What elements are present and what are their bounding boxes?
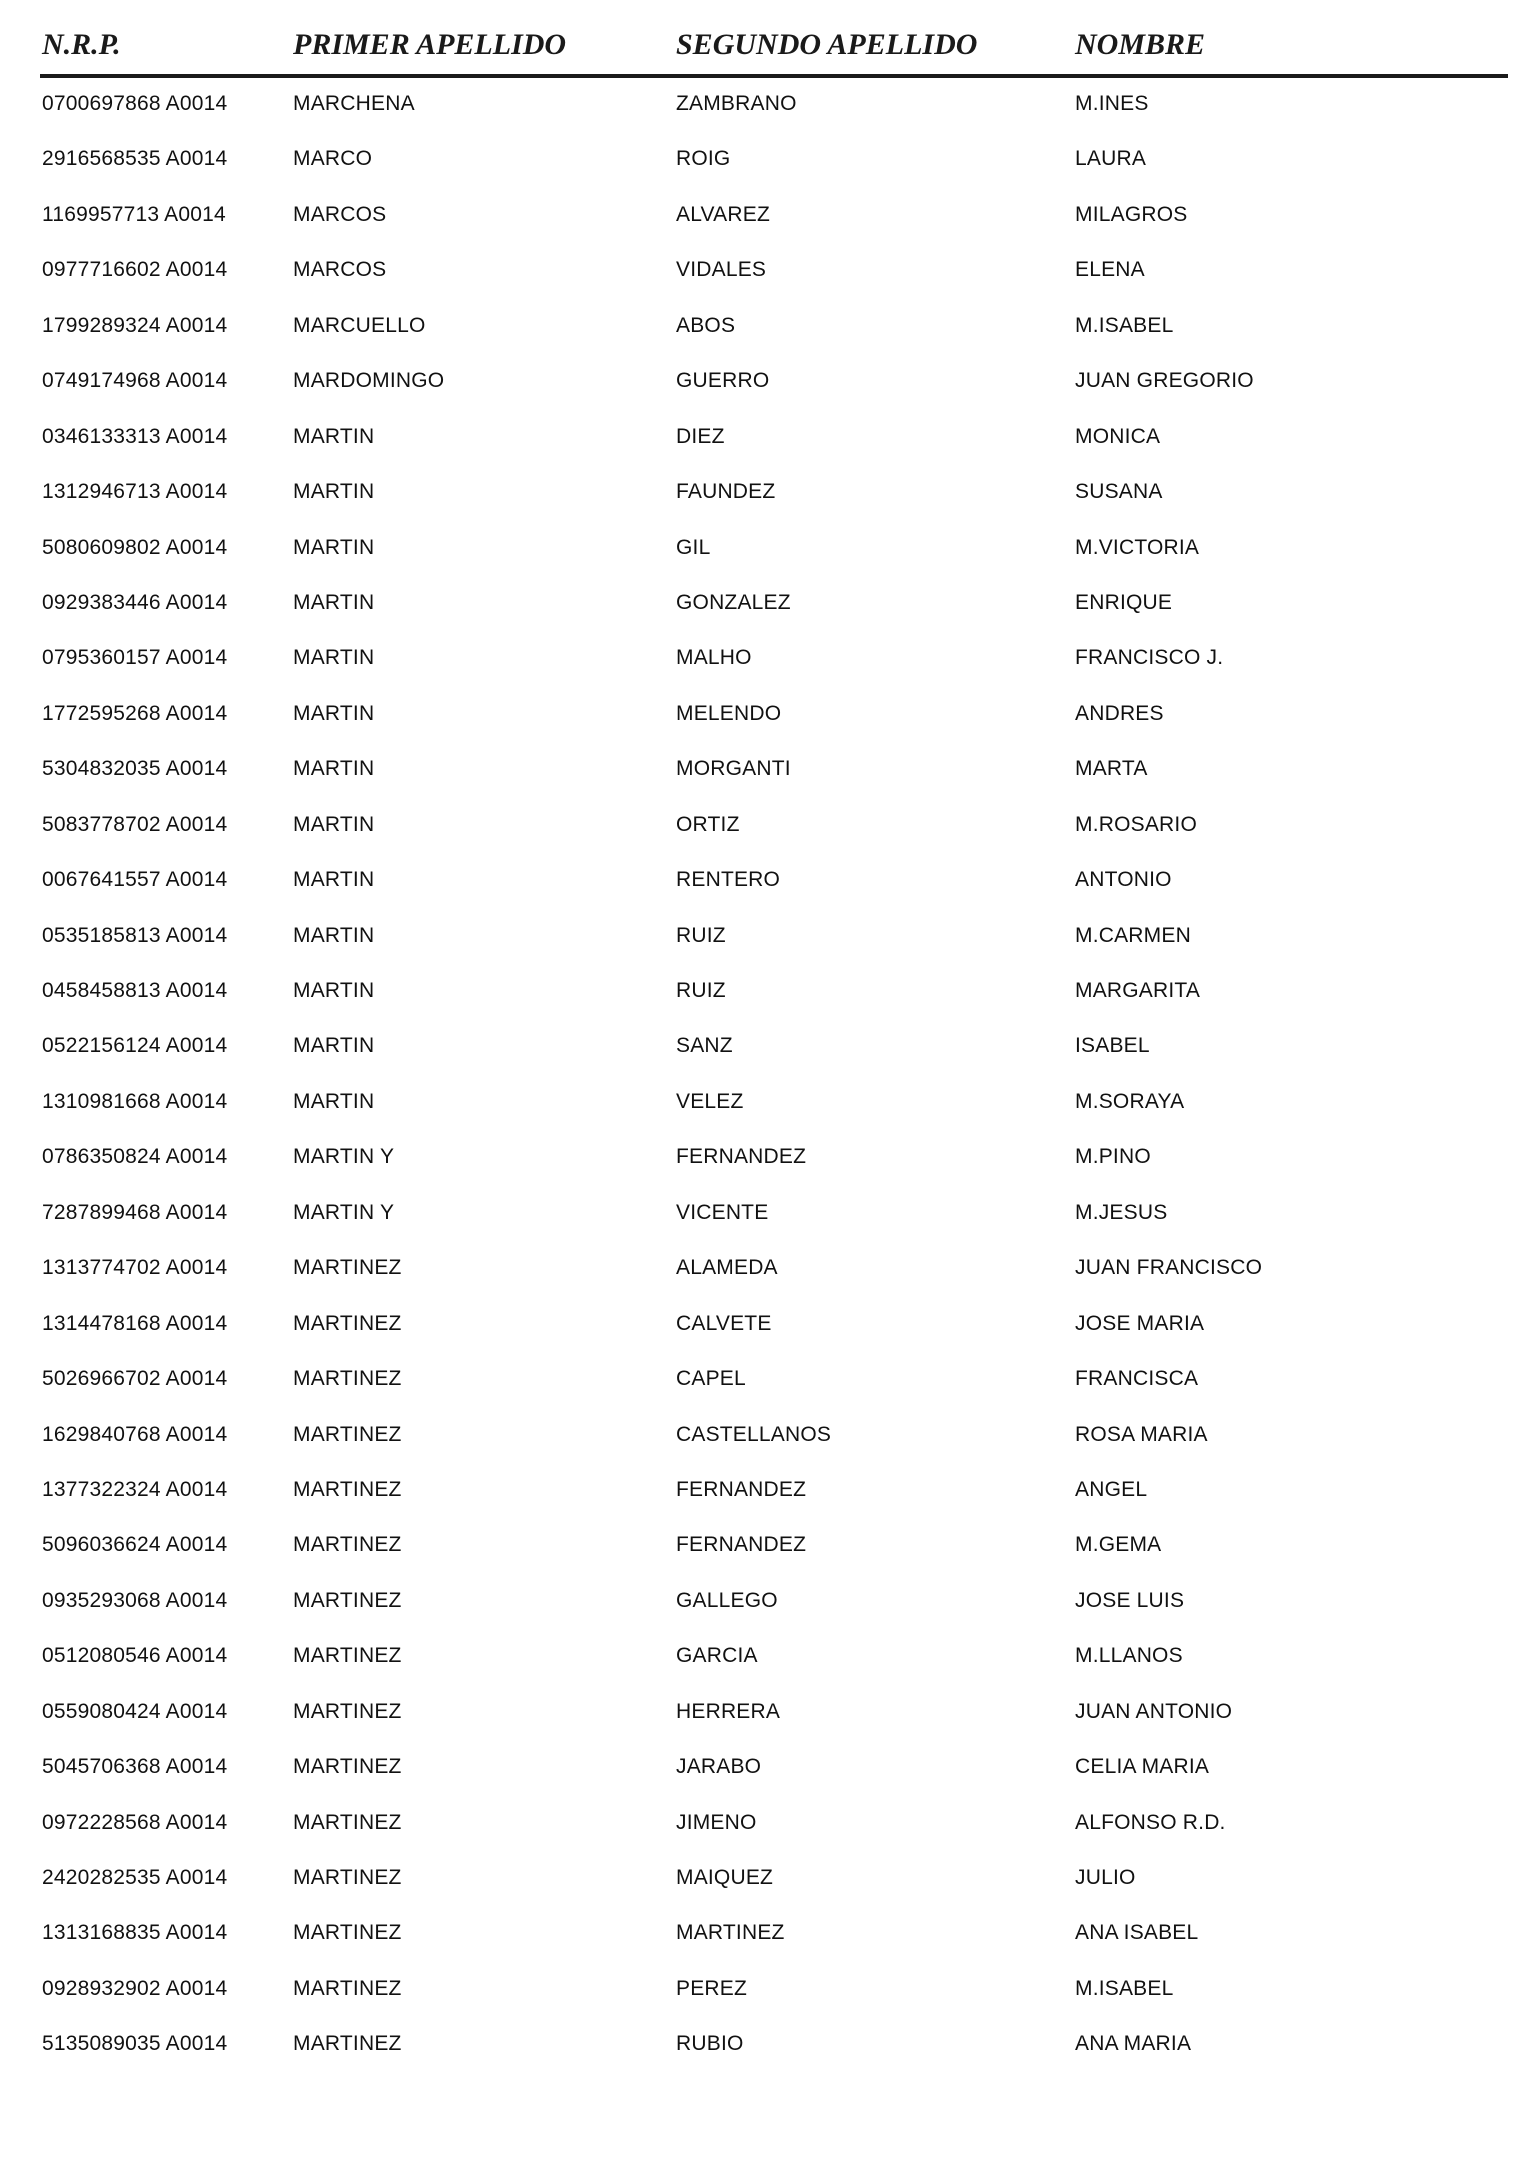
cell-nrp: 0935293068 A0014: [42, 1588, 228, 1612]
cell-primer-apellido: MARTINEZ: [293, 1866, 402, 1889]
cell-primer-apellido: MARTINEZ: [293, 1755, 402, 1779]
cell-segundo-apellido: CAPEL: [676, 1367, 746, 1391]
header-nombre: NOMBRE: [1075, 28, 1206, 61]
cell-nrp: 0795360157 A0014: [42, 646, 228, 670]
cell-nrp: 0512080546 A0014: [42, 1644, 228, 1668]
cell-nombre: ANA MARIA: [1075, 2032, 1192, 2056]
table-row: [0, 646, 1536, 701]
cell-nombre: ANGEL: [1075, 1477, 1148, 1501]
cell-segundo-apellido: GALLEGO: [676, 1588, 778, 1612]
table-row: [0, 702, 1536, 757]
table-row: [0, 1866, 1536, 1921]
cell-primer-apellido: MARCOS: [293, 258, 387, 282]
cell-segundo-apellido: RUBIO: [676, 2032, 744, 2056]
cell-nombre: SUSANA: [1075, 480, 1163, 504]
cell-nombre: MONICA: [1075, 424, 1161, 448]
cell-primer-apellido: MARTIN: [293, 424, 375, 448]
table-row: [0, 1533, 1536, 1588]
cell-nombre: ISABEL: [1075, 1034, 1150, 1058]
table-row: [0, 1423, 1536, 1478]
cell-segundo-apellido: RUIZ: [676, 979, 726, 1002]
cell-nombre: JUAN FRANCISCO: [1075, 1256, 1263, 1280]
cell-nrp: 1799289324 A0014: [42, 313, 228, 337]
cell-segundo-apellido: GUERRO: [676, 369, 770, 393]
cell-primer-apellido: MARTINEZ: [293, 1422, 402, 1446]
cell-nombre: M.VICTORIA: [1075, 535, 1200, 559]
cell-nombre: LAURA: [1075, 147, 1147, 171]
cell-nrp: 1313774702 A0014: [42, 1256, 228, 1280]
table-row: [0, 1201, 1536, 1256]
cell-nrp: 2916568535 A0014: [42, 147, 228, 171]
table-row: [0, 1921, 1536, 1976]
cell-primer-apellido: MARTIN: [293, 1089, 375, 1113]
cell-nombre: M.GEMA: [1075, 1533, 1162, 1557]
cell-primer-apellido: MARTIN: [293, 590, 375, 614]
table-row: [0, 1256, 1536, 1311]
cell-nombre: M.LLANOS: [1075, 1644, 1183, 1668]
cell-segundo-apellido: MORGANTI: [676, 757, 791, 781]
cell-nrp: 1314478168 A0014: [42, 1311, 228, 1335]
cell-segundo-apellido: PEREZ: [676, 1976, 748, 2000]
cell-nrp: 1377322324 A0014: [42, 1477, 228, 1501]
cell-nombre: ALFONSO R.D.: [1075, 1810, 1226, 1834]
cell-segundo-apellido: CASTELLANOS: [676, 1422, 832, 1446]
cell-segundo-apellido: JIMENO: [676, 1810, 757, 1834]
cell-nombre: CELIA MARIA: [1075, 1755, 1210, 1779]
cell-segundo-apellido: DIEZ: [676, 424, 725, 448]
cell-primer-apellido: MARTINEZ: [293, 1810, 402, 1834]
cell-primer-apellido: MARTIN: [293, 646, 375, 670]
cell-nombre: M.ISABEL: [1075, 1976, 1174, 2000]
cell-nrp: 0972228568 A0014: [42, 1810, 228, 1834]
cell-primer-apellido: MARCHENA: [293, 92, 415, 115]
cell-primer-apellido: MARTINEZ: [293, 1256, 402, 1280]
cell-segundo-apellido: HERRERA: [676, 1699, 781, 1723]
table-row: [0, 1312, 1536, 1367]
table-header: [0, 28, 1536, 72]
cell-primer-apellido: MARTIN: [293, 1034, 375, 1058]
cell-segundo-apellido: MELENDO: [676, 701, 782, 725]
cell-nrp: 1312946713 A0014: [42, 480, 228, 504]
cell-primer-apellido: MARTINEZ: [293, 1533, 402, 1557]
cell-primer-apellido: MARTINEZ: [293, 1644, 402, 1668]
table-row: [0, 1977, 1536, 2032]
cell-nombre: JULIO: [1075, 1866, 1136, 1889]
cell-nombre: ANDRES: [1075, 701, 1164, 725]
table-row: [0, 314, 1536, 369]
table-row: [0, 1145, 1536, 1200]
cell-primer-apellido: MARCUELLO: [293, 313, 426, 337]
cell-primer-apellido: MARTIN Y: [293, 1200, 395, 1224]
cell-nrp: 1629840768 A0014: [42, 1422, 228, 1446]
table-row: [0, 258, 1536, 313]
cell-primer-apellido: MARTINEZ: [293, 1921, 402, 1945]
cell-segundo-apellido: FAUNDEZ: [676, 480, 776, 504]
cell-nombre: JOSE MARIA: [1075, 1311, 1205, 1335]
table-row: [0, 1589, 1536, 1644]
cell-primer-apellido: MARTIN Y: [293, 1145, 395, 1169]
cell-nombre: ENRIQUE: [1075, 590, 1173, 614]
table-row: [0, 1367, 1536, 1422]
table-row: [0, 924, 1536, 979]
cell-primer-apellido: MARTINEZ: [293, 1699, 402, 1723]
table-row: [0, 1034, 1536, 1089]
cell-segundo-apellido: GIL: [676, 535, 711, 559]
cell-primer-apellido: MARTIN: [293, 923, 375, 947]
cell-nombre: M.ISABEL: [1075, 313, 1174, 337]
cell-segundo-apellido: GONZALEZ: [676, 590, 791, 614]
table-row: [0, 536, 1536, 591]
cell-nombre: M.JESUS: [1075, 1200, 1168, 1224]
cell-segundo-apellido: MAIQUEZ: [676, 1866, 774, 1889]
cell-nrp: 0977716602 A0014: [42, 258, 228, 282]
cell-nrp: 5026966702 A0014: [42, 1367, 228, 1391]
cell-nrp: 1772595268 A0014: [42, 701, 228, 725]
cell-nombre: ELENA: [1075, 258, 1145, 282]
cell-primer-apellido: MARTINEZ: [293, 1976, 402, 2000]
cell-segundo-apellido: FERNANDEZ: [676, 1145, 807, 1169]
cell-nombre: ANA ISABEL: [1075, 1921, 1199, 1945]
cell-nombre: M.CARMEN: [1075, 923, 1191, 947]
table-row: [0, 203, 1536, 258]
cell-segundo-apellido: FERNANDEZ: [676, 1477, 807, 1501]
cell-nrp: 0458458813 A0014: [42, 979, 228, 1002]
cell-primer-apellido: MARTINEZ: [293, 2032, 402, 2056]
cell-nrp: 1169957713 A0014: [42, 202, 226, 226]
cell-segundo-apellido: RENTERO: [676, 868, 781, 892]
cell-primer-apellido: MARTIN: [293, 701, 375, 725]
table-row: [0, 979, 1536, 1034]
cell-nrp: 0929383446 A0014: [42, 590, 228, 614]
cell-primer-apellido: MARTIN: [293, 757, 375, 781]
cell-segundo-apellido: JARABO: [676, 1755, 762, 1779]
cell-nombre: JOSE LUIS: [1075, 1588, 1185, 1612]
table-row: [0, 757, 1536, 812]
cell-nombre: JUAN ANTONIO: [1075, 1699, 1233, 1723]
table-row: [0, 1700, 1536, 1755]
cell-primer-apellido: MARTINEZ: [293, 1477, 402, 1501]
cell-primer-apellido: MARTIN: [293, 480, 375, 504]
table-row: [0, 92, 1536, 147]
cell-segundo-apellido: ABOS: [676, 313, 736, 337]
cell-primer-apellido: MARTINEZ: [293, 1311, 402, 1335]
table-row: [0, 868, 1536, 923]
table-row: [0, 1090, 1536, 1145]
cell-nrp: 1313168835 A0014: [42, 1921, 228, 1945]
table-row: [0, 813, 1536, 868]
cell-nrp: 2420282535 A0014: [42, 1866, 228, 1889]
cell-nombre: JUAN GREGORIO: [1075, 369, 1254, 393]
header-primer-apellido: PRIMER APELLIDO: [293, 28, 567, 61]
cell-nrp: 0535185813 A0014: [42, 923, 228, 947]
table-row: [0, 480, 1536, 535]
cell-nombre: M.ROSARIO: [1075, 812, 1197, 836]
cell-nrp: 5045706368 A0014: [42, 1755, 228, 1779]
cell-segundo-apellido: ALAMEDA: [676, 1256, 778, 1280]
cell-nrp: 5304832035 A0014: [42, 757, 228, 781]
cell-segundo-apellido: ORTIZ: [676, 812, 740, 836]
header-rule: [40, 74, 1508, 78]
cell-primer-apellido: MARTINEZ: [293, 1588, 402, 1612]
cell-segundo-apellido: ZAMBRANO: [676, 92, 797, 115]
cell-primer-apellido: MARTIN: [293, 868, 375, 892]
cell-segundo-apellido: VIDALES: [676, 258, 767, 282]
cell-segundo-apellido: CALVETE: [676, 1311, 772, 1335]
cell-nrp: 0786350824 A0014: [42, 1145, 228, 1169]
cell-segundo-apellido: GARCIA: [676, 1644, 758, 1668]
cell-primer-apellido: MARTINEZ: [293, 1367, 402, 1391]
cell-primer-apellido: MARTIN: [293, 535, 375, 559]
cell-nombre: ANTONIO: [1075, 868, 1172, 892]
table-row: [0, 425, 1536, 480]
cell-nrp: 0346133313 A0014: [42, 424, 228, 448]
cell-primer-apellido: MARCOS: [293, 202, 387, 226]
cell-segundo-apellido: VELEZ: [676, 1089, 744, 1113]
table-row: [0, 591, 1536, 646]
table-row: [0, 1478, 1536, 1533]
table-row: [0, 1644, 1536, 1699]
cell-nrp: 0749174968 A0014: [42, 369, 228, 393]
cell-primer-apellido: MARDOMINGO: [293, 369, 445, 393]
cell-segundo-apellido: ROIG: [676, 147, 731, 171]
cell-segundo-apellido: FERNANDEZ: [676, 1533, 807, 1557]
cell-segundo-apellido: SANZ: [676, 1034, 733, 1058]
cell-segundo-apellido: MARTINEZ: [676, 1921, 785, 1945]
cell-primer-apellido: MARTIN: [293, 812, 375, 836]
cell-nombre: ROSA MARIA: [1075, 1422, 1208, 1446]
table-body: [0, 92, 1536, 2088]
cell-primer-apellido: MARTIN: [293, 979, 375, 1002]
cell-primer-apellido: MARCO: [293, 147, 373, 171]
cell-nrp: 0700697868 A0014: [42, 92, 228, 115]
header-segundo-apellido: SEGUNDO APELLIDO: [676, 28, 978, 61]
cell-segundo-apellido: MALHO: [676, 646, 752, 670]
cell-nombre: M.INES: [1075, 92, 1149, 115]
cell-nrp: 5083778702 A0014: [42, 812, 228, 836]
table-row: [0, 1811, 1536, 1866]
cell-nrp: 5080609802 A0014: [42, 535, 228, 559]
cell-nrp: 0559080424 A0014: [42, 1699, 228, 1723]
table-row: [0, 1755, 1536, 1810]
cell-segundo-apellido: RUIZ: [676, 923, 726, 947]
cell-segundo-apellido: VICENTE: [676, 1200, 769, 1224]
table-row: [0, 147, 1536, 202]
header-nrp: N.R.P.: [42, 28, 121, 61]
cell-nrp: 5135089035 A0014: [42, 2032, 228, 2056]
cell-nombre: M.SORAYA: [1075, 1089, 1185, 1113]
cell-nrp: 5096036624 A0014: [42, 1533, 228, 1557]
cell-nombre: MILAGROS: [1075, 202, 1188, 226]
cell-nombre: FRANCISCA: [1075, 1367, 1199, 1391]
cell-nrp: 7287899468 A0014: [42, 1200, 228, 1224]
cell-nrp: 0522156124 A0014: [42, 1034, 228, 1058]
cell-nombre: FRANCISCO J.: [1075, 646, 1224, 670]
cell-nombre: M.PINO: [1075, 1145, 1151, 1169]
table-row: [0, 2032, 1536, 2087]
cell-nrp: 0067641557 A0014: [42, 868, 228, 892]
cell-nrp: 0928932902 A0014: [42, 1976, 228, 2000]
cell-nrp: 1310981668 A0014: [42, 1089, 228, 1113]
cell-segundo-apellido: ALVAREZ: [676, 202, 770, 226]
cell-nombre: MARGARITA: [1075, 979, 1201, 1002]
cell-nombre: MARTA: [1075, 757, 1148, 781]
table-row: [0, 369, 1536, 424]
